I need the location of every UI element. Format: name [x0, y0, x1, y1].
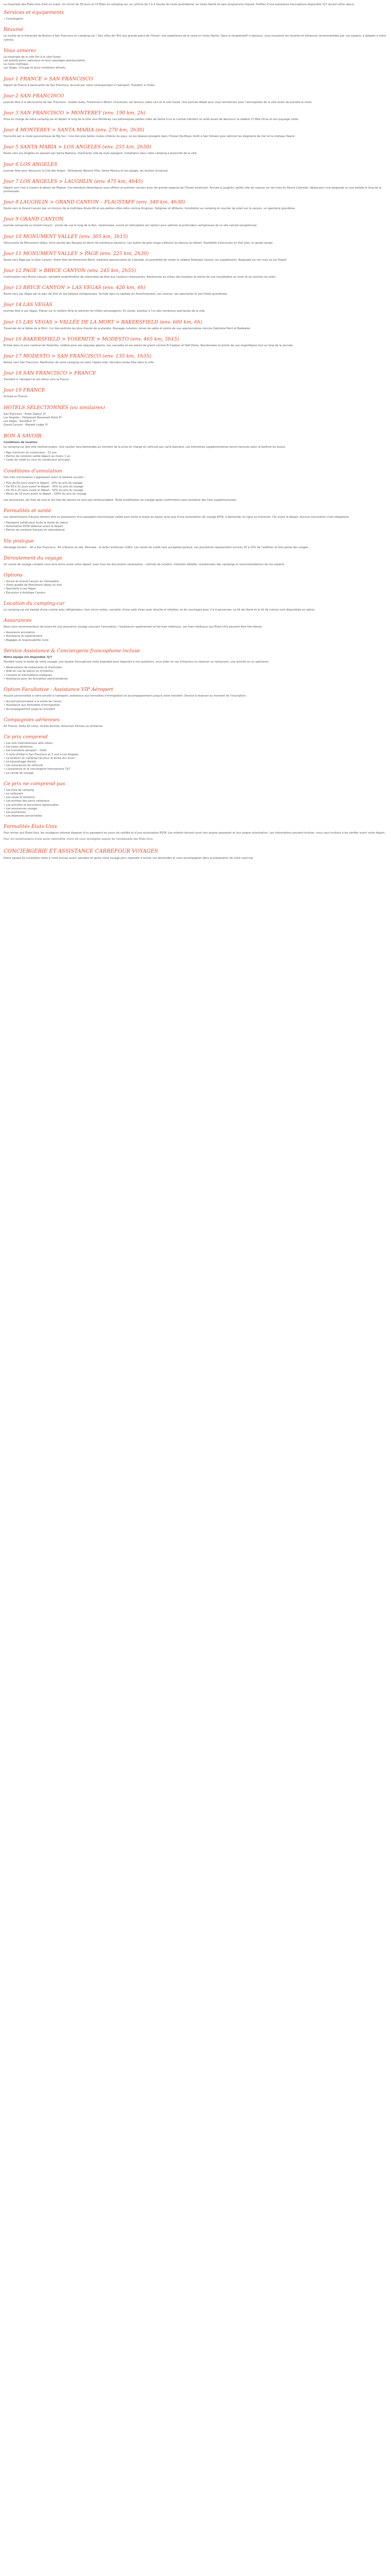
list-item: • Les taxes aériennes [4, 745, 387, 749]
day-text: Journée consacrée au Grand Canyon : points de vue le long de la Rim, randonnées, survol en hélicoptère (en option) pour admirer la profondeur vertigineuse de ce site naturel exceptionnel. [4, 224, 258, 228]
prix-ne-comprend-pas-heading: Ce prix ne comprend pas [4, 781, 66, 787]
list-item: • Accueil personnalisé à la sortie de l'avion [4, 700, 387, 704]
day-text: Route vers Las Vegas par le parc de Zion et ses falaises vertigineuses. Arrivée dans la capitale du divertissement, ses casinos, ses spectacles et ses hôtels grandioses. [4, 293, 228, 296]
list-item: • Assurance annulation [4, 631, 387, 635]
list-item: • Conseils et informations pratiques [4, 674, 387, 677]
conditions-heading: Conditions d'annulation [4, 468, 62, 474]
compagnies-heading: Compagnies aériennes [4, 717, 60, 723]
day-text: Journée libre à la découverte de San Francisco : Golden Gate, Fisherman's Wharf, Chinatown, les fameux cable cars et la ville haute. Une journée idéale pour vous familiariser avec l'atmosphère de la ville avant de prendre la route. [4, 100, 313, 104]
day-text: Retour vers San Francisco. Restitution de votre camping-car dans l'après-midi. Dernière soirée libre dans la ville. [4, 361, 155, 365]
avant-heading: Vous aimerez [4, 47, 37, 54]
day-heading: Jour 12 PAGE > BRYCE CANYON (env. 245 km, 2h55) [4, 268, 136, 274]
day-text: Découverte de Monument Valley, terre sacrée des Navajos et décor de nombreux westerns. Les buttes de grès rouge s'élèvent au-dessus du désert. Possibilité d'excursion en 4x4 avec un guide navajo. [4, 241, 273, 245]
list-item: • 3 nuits d'hôtel à San Francisco et 1 nuit à Los Angeles [4, 753, 387, 757]
day-text: Prise en charge de votre camping-car et départ le long de la côte vers Monterey. Les pittoresques petites villes de Santa Cruz et Carmel méritent un arrêt avant de découvrir la célèbre 17-Mile Drive et son paysage côtier. [4, 118, 299, 122]
vie-pratique-heading: Vie pratique [4, 538, 34, 544]
deroulement-paragraph: Un carnet de voyage complet vous sera remis avant votre départ, avec tous les documents nécessaires : contrats de location, itinéraire détaillé, coordonnées des campings et recommandations de nos experts. [4, 563, 285, 566]
day-text: Poursuite par la route panoramique de Big Sur, l'une des plus belles routes côtières du pays, où les falaises plongent dans l'Océan Pacifique. Arrêt à San Simeon pour admirer les éléphants de mer et le château Hearst. [4, 135, 296, 139]
list-item: • Les dépenses personnelles [4, 815, 387, 818]
list-item: • Autorisation ESTA obtenue avant le départ [4, 525, 387, 529]
formalites-usa-paragraph: Pour entrer aux États-Unis, les voyageurs doivent disposer d'un passeport en cours de validité et d'une autorisation ESTA. Les enfants doivent avoir leur propre passeport et leur propre autorisation. Les informations peuvent évoluer, nous vous invitons à les vérifier avant votre départ. [4, 832, 386, 835]
options-list [4, 580, 387, 595]
list-item: Las Vegas, Chicago et leurs nombreux attraits [4, 66, 66, 70]
list-item: • Les entrées des parcs nationaux [4, 800, 387, 803]
list-item: Grand Canyon : Maswik Lodge 3* [4, 423, 48, 427]
list-item: • Le carnet de voyage [4, 772, 387, 775]
list-item: • La location du camping-car pour la durée du circuit [4, 757, 387, 760]
bon-a-savoir-subheading: Conditions de location [4, 440, 38, 444]
bon-a-savoir-paragraph: Le camping-car doit être restitué propre. Une caution sera demandée au moment de la prise en charge du véhicule par carte bancaire. Les kilomètres supplémentaires seront facturés selon le barème du loueur. [4, 445, 286, 449]
day-heading: Jour 1 FRANCE > SAN FRANCISCO [4, 76, 93, 82]
vie-pratique-paragraph: Décalage horaire : -9h à San Francisco, -6h à Boston en été. Monnaie : le dollar américain (USD). Les cartes de crédit sont acceptées partout. Les pourboires représentent environ 15 à 20% de l'addition et font partie des usages. [4, 546, 309, 549]
day-text: Départ vers l'est à travers le désert de Mojave. Ces étendues désertiques vous offrent un premier contact avec les grands espaces de l'Ouest américain. Arrivée à Laughlin, petite ville de casinos sur les rives du fleuve Colorado, idéale pour une baignade ou une balade le long de la promenade. [4, 186, 382, 194]
options-heading: Options [4, 572, 23, 578]
conditions-paragraph: Les assurances, les frais de visa et les frais de service ne sont pas remboursables. Toute modification du voyage après confirmation peut entraîner des frais supplémentaires. [4, 498, 237, 502]
list-item: • Aide en cas de panne ou d'imprévu [4, 670, 387, 673]
prix-ne-comprend-pas-list [4, 789, 387, 819]
day-text: Route vers Los Angeles en passant par Santa Barbara, charmante ville de style espagnol. Installation dans votre camping à proximité de la ville. [4, 152, 198, 156]
list-item: • L'assistance et la conciergerie francophone 7j/7 [4, 768, 387, 771]
list-item: • Visite guidée de Monument Valley en 4x4 [4, 584, 387, 587]
hotels-list [4, 413, 387, 428]
day-text: Départ de France à destination de San Francisco. Accueil par notre correspondant à l'aéroport. Transfert à l'hôtel. [4, 83, 156, 87]
day-heading: Jour 2 SAN FRANCISCO [4, 93, 64, 99]
day-text: Journée libre pour découvrir la Cité des Anges : Hollywood, Beverly Hills, Santa Monica et ses plages, les studios Universal. [4, 169, 169, 173]
day-heading: Jour 9 GRAND CANYON [4, 216, 64, 223]
list-item: • Plus de 60 jours avant le départ : 10% du prix du voyage [4, 482, 387, 485]
assurances-list [4, 631, 387, 642]
location-heading: Location du camping-car [4, 600, 65, 606]
conciergerie-subheading: Notre équipe est disponible 7j/7 [4, 655, 52, 659]
option-vip-heading: Option Facultative : Assistance VIP Aéroport [4, 687, 113, 692]
list-item: La route mythique [4, 63, 28, 66]
list-item: • Le kilométrage illimité [4, 760, 387, 764]
services-heading: Services et équipements [4, 10, 64, 16]
list-item: • Les transferts aéroport – hôtel [4, 749, 387, 753]
day-text: Route vers Page par le Glen Canyon. Visite libre de Horseshoe Bend, méandre spectaculaire du Colorado, et possibilité de visiter le célèbre Antelope Canyon (en supplément). Baignade sur les rives du lac Powell. [4, 258, 287, 262]
day-heading: Jour 18 SAN FRANCISCO > FRANCE [4, 370, 96, 377]
list-item: • Les assurances du véhicule [4, 764, 387, 768]
day-heading: Jour 11 MONUMENT VALLEY > PAGE (env. 225 km, 2h30) [4, 250, 149, 257]
option-vip-list [4, 700, 387, 711]
formalites-list [4, 521, 387, 533]
list-item: • Les pourboires [4, 811, 387, 815]
list-item: Los Angeles : Hollywood Roosevelt Hotel 4* [4, 416, 62, 419]
services-list [4, 18, 387, 21]
itinerary [4, 76, 387, 399]
list-item: • De 59 à 31 jours avant le départ : 30% du prix du voyage [4, 485, 387, 489]
list-item: • Carte de crédit au nom du conducteur principal [4, 459, 387, 462]
day-heading: Jour 4 MONTEREY > SANTA MARIA (env. 270 km, 3h30) [4, 127, 144, 133]
list-item: • Les frais de camping [4, 789, 387, 792]
location-paragraph: Le camping-car est équipé d'une cuisine avec réfrigérateur, four micro-ondes, vaisselle, d'une salle d'eau avec douche et toilettes, et de couchages pour 2 à 4 personnes. Le kit de literie et le kit de cuisine sont disponibles en option. [4, 608, 316, 612]
list-item: • Excursion à Antelope Canyon [4, 591, 387, 595]
list-item: • Permis de conduire valide depuis au moins 1 an [4, 455, 387, 459]
list-item: • Les repas et boissons [4, 796, 387, 800]
day-heading: Jour 10 MONUMENT VALLEY (env. 305 km, 3h15) [4, 233, 128, 240]
list-item: • Moins de 14 jours avant le départ : 100% du prix du voyage [4, 493, 387, 496]
resume-paragraph: Le mythe de la traversée de Boston à San Francisco en camping-car ! Des villes de l'Est aux grands parcs de l'Ouest, une expérience de la route en toute liberté. Dans le récapitulatif ci-dessous, vous trouverez les horaires et distances recommandées par nos experts, à adapter à votre rythme. [4, 35, 386, 42]
list-item: • Réservations de restaurants et d'activités [4, 666, 387, 670]
prix-comprend-list [4, 742, 387, 775]
list-item: • Spectacle à Las Vegas [4, 587, 387, 591]
list-item: • Accompagnement jusqu'au transfert [4, 708, 387, 711]
list-item: • Passeport valide pour toute la durée du séjour [4, 521, 387, 525]
day-heading: Jour 6 LOS ANGELES [4, 161, 57, 167]
formalites-heading: Formalités et santé [4, 507, 51, 514]
list-item: • Survol du Grand Canyon en hélicoptère [4, 580, 387, 584]
list-item: • Bagages et responsabilité civile [4, 639, 387, 642]
day-text: Journée libre à Las Vegas. Flânez sur le célèbre Strip et admirez les hôtels extravagants. En soirée, assistez à l'un des nombreux spectacles de la ville. [4, 310, 206, 313]
day-text: Entrée dans le parc national de Yosemite, célèbre pour ses séquoias géants, ses cascades et ses parois de granit comme El Capitan et Half Dome. Randonnées et points de vue magnifiques tout au long de la journée. [4, 344, 294, 347]
list-item: • De 30 à 15 jours avant le départ : 50% du prix du voyage [4, 489, 387, 493]
list-item: • Les vols internationaux aller-retour [4, 742, 387, 745]
day-heading: Jour 17 MODESTO > SAN FRANCISCO (env. 135 km, 1h35) [4, 353, 152, 360]
list-item: • Assistance pour les formalités administratives [4, 677, 387, 681]
day-text: Transfert à l'aéroport et vol retour vers la France. [4, 378, 70, 382]
day-heading: Jour 5 SANTA MARIA > LOS ANGELES (env. 255 km, 2h50) [4, 144, 151, 150]
day-heading: Jour 14 LAS VEGAS [4, 302, 53, 308]
list-item: • Les activités et excursions optionnelles [4, 804, 387, 807]
conditions-intro: Des frais d'annulation s'appliquent selon le barème suivant : [4, 476, 85, 479]
assurances-paragraph: Nous vous recommandons de souscrire une assurance voyage couvrant l'annulation, l'assistance rapatriement et les frais médicaux. Les frais médicaux aux États-Unis peuvent être très élevés. [4, 625, 263, 629]
list-item: San Francisco : Hotel Zephyr 3* [4, 412, 46, 416]
bon-a-savoir-list [4, 451, 387, 463]
prix-comprend-heading: Ce prix comprend [4, 734, 48, 740]
resume-heading: Résumé [4, 27, 23, 33]
deroulement-heading: Déroulement du voyage [4, 555, 62, 561]
formalites-usa-heading: Formalités États-Unis [4, 824, 57, 830]
conciergerie-assistance-heading: CONCIERGERIE ET ASSISTANCE CARREFOUR VOYAGES [4, 848, 158, 854]
conditions-list [4, 482, 387, 497]
avant-list [4, 56, 387, 71]
assurances-heading: Assurances [4, 617, 32, 623]
day-heading: Jour 15 LAS VEGAS > VALLÉE DE LA MORT > BAKERSFIELD (env. 600 km, 6h) [4, 319, 203, 325]
conciergerie-list [4, 666, 387, 681]
list-item: Les grands parcs nationaux et leurs paysages spectaculaires [4, 59, 86, 63]
list-item: • Âge minimum du conducteur : 21 ans [4, 451, 387, 455]
day-heading: Jour 13 BRYCE CANYON > LAS VEGAS (env. 420 km, 4h) [4, 285, 145, 291]
day-text: Route vers le Grand Canyon par un tronçon de la mythique Route 66 et ses petites villes rétro comme Kingman, Seligman et Williams. Installation au camping et coucher de soleil sur le canyon, un spectacle grandiose. [4, 207, 296, 211]
list-item: • Permis de conduire français et international [4, 529, 387, 532]
list-item: • Assistance aux formalités d'immigration [4, 704, 387, 707]
day-text: Arrivée en France. [4, 395, 28, 399]
conciergerie-paragraph: Pendant toute la durée de votre voyage, une équipe francophone reste joignable pour répondre à vos questions, vous aider en cas d'imprévu ou réserver un restaurant, une activité ou un spectacle. [4, 660, 269, 664]
conciergerie-heading: Service Assistance & Conciergerie francophone incluse [4, 648, 140, 654]
formalites-paragraph: Les ressortissants français doivent être en possession d'un passeport électronique valide pour toute la durée du séjour ainsi que d'une autorisation de voyage ESTA, à demander en ligne au minimum 72h avant le départ. Aucune vaccination n'est obligatoire. [4, 515, 350, 519]
intro-paragraph: La traversée des États-Unis d'est en ouest. Un circuit de 30 jours et 10 États en camping-car, au rythme de 1 à 4 heures de route quotidienne, en toute liberté et sans programme imposé. Profitez d'une assistance francophone disponible 7j/7 durant votre séjour. [4, 3, 355, 6]
list-item: La traversée de la côte Est à la côte Ouest [4, 55, 61, 59]
conciergerie-assistance-paragraph: Notre équipe de conseillers reste à votre écoute avant, pendant et après votre voyage pour répondre à toutes vos demandes et vous accompagner dans la préparation de votre road trip. [4, 856, 254, 860]
day-heading: Jour 16 BAKERSFIELD > YOSEMITE > MODESTO (env. 465 km, 5h15) [4, 336, 180, 342]
list-item: Las Vegas : Excalibur 3* [4, 420, 36, 423]
formalites-usa-note: Pour les ressortissants d'une autre nationalité, merci de vous renseigner auprès de l'ambassade des États-Unis. [4, 837, 154, 841]
day-heading: Jour 3 SAN FRANCISCO > MONTEREY (env. 190 km, 2h) [4, 110, 145, 116]
hotels-heading: HOTELS SÉLECTIONNÉS (ou similaires) [4, 404, 105, 411]
day-text: Traversée de la Vallée de la Mort, l'un des endroits les plus chauds de la planète. Paysages lunaires, dunes de sable et points de vue spectaculaires comme Zabriskie Point et Badwater. [4, 327, 251, 330]
bon-a-savoir-heading: BON À SAVOIR [4, 433, 42, 439]
day-heading: Jour 19 FRANCE [4, 387, 45, 394]
list-item: • Les assurances voyage [4, 807, 387, 811]
trip-document [0, 0, 391, 865]
day-heading: Jour 8 LAUGHLIN > GRAND CANYON – FLAGSTAFF (env. 340 km, 4h30) [4, 199, 185, 206]
compagnies-paragraph: Air France, Delta Air Lines, United Airlines, American Airlines ou similaires. [4, 724, 104, 728]
list-item: • Assistance et rapatriement [4, 635, 387, 638]
day-text: Continuation vers Bryce Canyon, véritable amphithéâtre de cheminées de fées aux couleurs chatoyantes. Randonnée au milieu des hoodoos et points de vue inoubliables au lever et au coucher du soleil. [4, 276, 276, 279]
day-heading: Jour 7 LOS ANGELES > LAUGHLIN (env. 475 km, 4h45) [4, 178, 143, 184]
list-item: • Le carburant [4, 792, 387, 796]
list-item: • Conciergerie [4, 18, 387, 21]
option-vip-paragraph: Accueil personnalisé à votre arrivée à l'aéroport, assistance aux formalités d'immigration et accompagnement jusqu'à votre transfert. Service à réserver au moment de l'inscription. [4, 694, 247, 698]
